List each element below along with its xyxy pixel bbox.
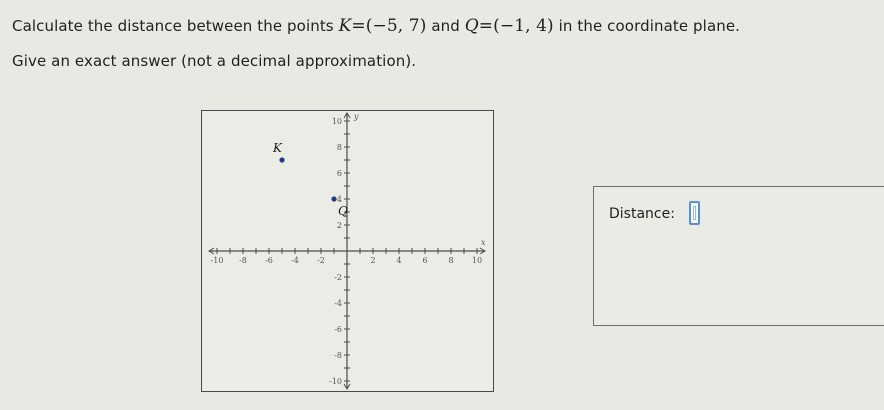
question-suffix: in the coordinate plane. — [558, 17, 741, 35]
x-tick-label: 4 — [396, 256, 402, 265]
y-tick-label: -10 — [329, 377, 342, 386]
x-tick-label: 10 — [471, 256, 483, 265]
x-tick-label: -6 — [265, 256, 273, 265]
x-tick-label: -8 — [239, 256, 247, 265]
y-tick-label: 10 — [331, 117, 342, 126]
y-tick-label: -8 — [334, 351, 342, 360]
y-tick-label: 8 — [336, 143, 342, 152]
y-tick-label: 4 — [336, 195, 342, 204]
point-k-label: K — [273, 141, 282, 155]
coordinate-plane-svg — [202, 111, 493, 391]
point-q-expression: Q=(−1, 4) — [464, 16, 554, 36]
question-line-1 — [12, 16, 740, 36]
question-prefix: Calculate the distance between the points — [12, 17, 334, 35]
point-q-dot — [331, 196, 336, 201]
point-k-expression: K=(−5, 7) — [338, 16, 427, 36]
question-connector: and — [431, 17, 460, 35]
y-axis-letter: y — [354, 112, 359, 121]
y-tick-label: -4 — [334, 299, 342, 308]
y-tick-label: -6 — [334, 325, 342, 334]
x-tick-label: -10 — [210, 256, 224, 265]
point-q-label: Q — [338, 204, 348, 218]
x-tick-label: -4 — [291, 256, 299, 265]
coordinate-graph — [201, 110, 494, 392]
distance-label: Distance: — [609, 206, 675, 222]
y-tick-label: 2 — [336, 221, 342, 230]
question-line-2: Give an exact answer (not a decimal approximation). — [12, 52, 417, 70]
x-tick-label: 2 — [370, 256, 376, 265]
x-tick-label: 8 — [448, 256, 454, 265]
x-tick-label: -2 — [317, 256, 325, 265]
input-cursor-box — [693, 206, 696, 220]
answer-panel — [593, 186, 884, 326]
y-tick-label: -2 — [334, 273, 342, 282]
x-tick-label: 6 — [422, 256, 428, 265]
y-tick-label: 6 — [336, 169, 342, 178]
point-k-dot — [279, 157, 284, 162]
x-axis-letter: x — [481, 238, 486, 247]
distance-input[interactable] — [689, 201, 700, 225]
